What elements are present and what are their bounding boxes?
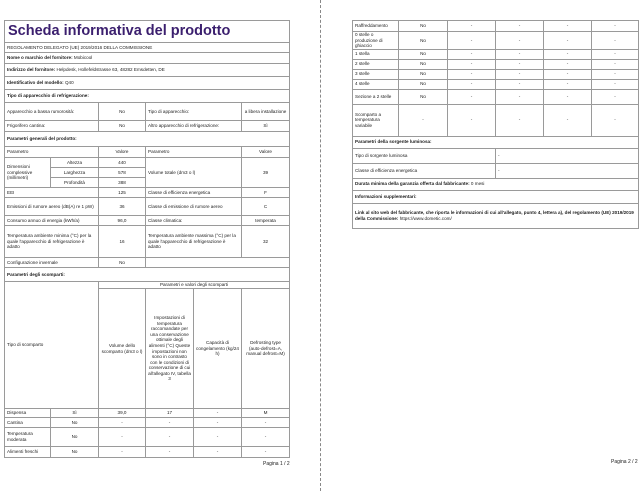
label: Classe di efficienza energetica — [146, 188, 242, 198]
compartment-row — [5, 409, 290, 418]
cell: - — [544, 79, 592, 89]
page-number: Pagina 2 / 2 — [611, 459, 638, 465]
cell: - — [592, 89, 639, 104]
compartment-row — [353, 104, 639, 136]
cell: - — [592, 32, 639, 50]
cell: M — [242, 409, 290, 418]
compartments-heading: Parametri degli scomparti: — [5, 268, 290, 282]
label: Tipo di sorgente luminosa — [353, 148, 496, 163]
cell: - — [544, 32, 592, 50]
label: Emissioni di rumore aereo (dB(A) re 1 pW) — [5, 198, 99, 216]
cell: - — [592, 104, 639, 136]
value: - — [496, 163, 639, 178]
header: Valore — [242, 147, 290, 158]
value: No — [99, 103, 146, 121]
cell: No — [399, 49, 448, 59]
cell: - — [99, 447, 146, 458]
cell: - — [592, 49, 639, 59]
cell: - — [194, 447, 242, 458]
cell: - — [146, 428, 194, 447]
compartment-row — [353, 89, 639, 104]
compartment-row — [353, 32, 639, 50]
value: 39 — [242, 158, 290, 188]
cell: - — [544, 69, 592, 79]
label: Volume totale (dm3 o l) — [146, 158, 242, 188]
header: Impostazioni di temperatura raccomandate per una conservazione ottimale degli alimenti (°C) Queste impostazioni non sono in contrasto con le condizioni di conservazione di cui all'allegato IV, tabella 3 — [146, 289, 194, 409]
empty-cell — [146, 258, 290, 268]
compartment-row — [353, 49, 639, 59]
label: Consumo annuo di energia (kWh/a) — [5, 216, 99, 226]
value: temperata — [242, 216, 290, 226]
cell: No — [399, 69, 448, 79]
cell: - — [448, 49, 496, 59]
cell: - — [194, 428, 242, 447]
cell: No — [51, 418, 99, 428]
header: Parametri e valori degli scomparti — [99, 282, 290, 289]
value: 440 — [99, 158, 146, 168]
model-row: Identificativo del modello: Q40 — [5, 77, 290, 90]
cell: - — [448, 32, 496, 50]
cell: - — [448, 21, 496, 32]
cell: Alimenti freschi — [5, 447, 51, 458]
label: EEI — [5, 188, 99, 198]
cell: - — [544, 59, 592, 69]
value: 96,0 — [99, 216, 146, 226]
cell: Sezione a 2 stelle — [353, 89, 399, 104]
cell: 39,0 — [99, 409, 146, 418]
value: C — [242, 198, 290, 216]
value: 16 — [99, 226, 146, 258]
cell: - — [592, 59, 639, 69]
compartment-row — [353, 79, 639, 89]
cell: - — [448, 79, 496, 89]
cell: No — [399, 32, 448, 50]
header: Defrosting type (auto-defrost=A, manual defrost=M) — [242, 289, 290, 409]
value: 36 — [99, 198, 146, 216]
cell: Dispensa — [5, 409, 51, 418]
cell: - — [242, 428, 290, 447]
cell: No — [399, 89, 448, 104]
cell: 0 stelle o produzione di ghiaccio — [353, 32, 399, 50]
cell: - — [242, 418, 290, 428]
value: 32 — [242, 226, 290, 258]
cell: - — [544, 104, 592, 136]
cell: 3 stelle — [353, 69, 399, 79]
compartment-row — [5, 447, 290, 458]
cell: - — [399, 104, 448, 136]
label: Temperatura ambiente minima (°C) per la quale l'apparecchio di refrigerazione è adatto — [5, 226, 99, 258]
cell: Scomparto a temperatura variabile — [353, 104, 399, 136]
compartment-row — [5, 418, 290, 428]
label: Classe di emissione di rumore aereo — [146, 198, 242, 216]
header: Volume dello scomparto (dm3 o l) — [99, 289, 146, 409]
header: Parametro — [146, 147, 242, 158]
header: Parametro — [5, 147, 99, 158]
label: Tipo di apparecchio: — [146, 103, 242, 121]
label: Larghezza — [51, 168, 99, 178]
link-row: Link al sito web del fabbricante, che riporta le informazioni di cui all'allegato, punto 4, lettera a), del regolamento (UE) 2019/2019 della Commissione: https://www.dometic.com/ — [353, 203, 639, 228]
cell: - — [146, 418, 194, 428]
cell: 1 stella — [353, 49, 399, 59]
label: Temperatura ambiente massima (°C) per la quale l'apparecchio di refrigerazione è adatto — [146, 226, 242, 258]
value: F — [242, 188, 290, 198]
cell: - — [242, 447, 290, 458]
cell: No — [399, 79, 448, 89]
header: Capacità di congelamento (kg/24 h) — [194, 289, 242, 409]
cell: Raffreddamento — [353, 21, 399, 32]
compartment-row — [353, 21, 639, 32]
cell: 17 — [146, 409, 194, 418]
header: Tipo di scomparto — [5, 282, 99, 409]
cell: - — [448, 59, 496, 69]
regulation: REGOLAMENTO DELEGATO (UE) 2019/2016 DELLA COMMISSIONE — [5, 43, 290, 53]
warranty-row: Durata minima della garanzia offerta dal fabbricante: 0 mesi — [353, 178, 639, 190]
cell: - — [496, 32, 544, 50]
cell: No — [399, 59, 448, 69]
cell: Temperatura moderata — [5, 428, 51, 447]
value: 578 — [99, 168, 146, 178]
value: No — [99, 258, 146, 268]
label: Apparecchio a bassa rumorosità: — [5, 103, 99, 121]
type-heading: Tipo di apparecchio di refrigerazione: — [5, 90, 290, 103]
cell: - — [99, 428, 146, 447]
address-row: Indirizzo del fornitore: Helpdesk, Hollefeldstrasse 63, 48282 Emsdetten, DE — [5, 64, 290, 77]
compartment-row — [353, 59, 639, 69]
cell: Sì — [51, 409, 99, 418]
info-heading: Informazioni supplementari: — [353, 190, 639, 203]
value: 125 — [99, 188, 146, 198]
cell: No — [399, 21, 448, 32]
label: Altezza — [51, 158, 99, 168]
cell: - — [194, 409, 242, 418]
manufacturer-link[interactable]: https://www.dometic.com/ — [399, 215, 452, 221]
cell: - — [496, 59, 544, 69]
cell: 2 stelle — [353, 59, 399, 69]
label: Classe climatica: — [146, 216, 242, 226]
cell: - — [544, 89, 592, 104]
cell: - — [496, 89, 544, 104]
cell: - — [496, 79, 544, 89]
label: Altro apparecchio di refrigerazione: — [146, 121, 242, 132]
cell: - — [99, 418, 146, 428]
cell: - — [544, 49, 592, 59]
label: Dimensioni complessive (millimetri) — [5, 158, 51, 188]
value: a libera installazione — [242, 103, 290, 121]
cell: - — [544, 21, 592, 32]
cell: - — [496, 69, 544, 79]
page-divider — [320, 0, 321, 491]
label: Frigorifero cantina: — [5, 121, 99, 132]
product-info-table-page2 — [352, 20, 639, 229]
cell: - — [448, 89, 496, 104]
label: Profondità — [51, 178, 99, 188]
cell: - — [146, 447, 194, 458]
value: - — [496, 148, 639, 163]
value: 388 — [99, 178, 146, 188]
general-heading: Parametri generali del prodotto: — [5, 132, 290, 147]
cell: 4 stelle — [353, 79, 399, 89]
compartment-row — [5, 428, 290, 447]
cell: - — [448, 104, 496, 136]
header: Valore — [99, 147, 146, 158]
cell: - — [496, 104, 544, 136]
cell: - — [194, 418, 242, 428]
cell: No — [51, 447, 99, 458]
product-info-table-page1 — [4, 20, 290, 458]
supplier-row: Nome o marchio del fornitore: Mobicool — [5, 53, 290, 64]
compartment-row — [353, 69, 639, 79]
light-heading: Parametri della sorgente luminosa: — [353, 136, 639, 148]
page-number: Pagina 1 / 2 — [263, 461, 290, 467]
cell: - — [592, 69, 639, 79]
value: Sì — [242, 121, 290, 132]
cell: - — [592, 21, 639, 32]
cell: Cantina — [5, 418, 51, 428]
label: Configurazione invernale — [5, 258, 99, 268]
value: No — [99, 121, 146, 132]
cell: No — [51, 428, 99, 447]
cell: - — [496, 49, 544, 59]
label: Classe di efficienza energetica — [353, 163, 496, 178]
cell: - — [592, 79, 639, 89]
page-title: Scheda informativa del prodotto — [5, 21, 290, 43]
cell: - — [496, 21, 544, 32]
cell: - — [448, 69, 496, 79]
